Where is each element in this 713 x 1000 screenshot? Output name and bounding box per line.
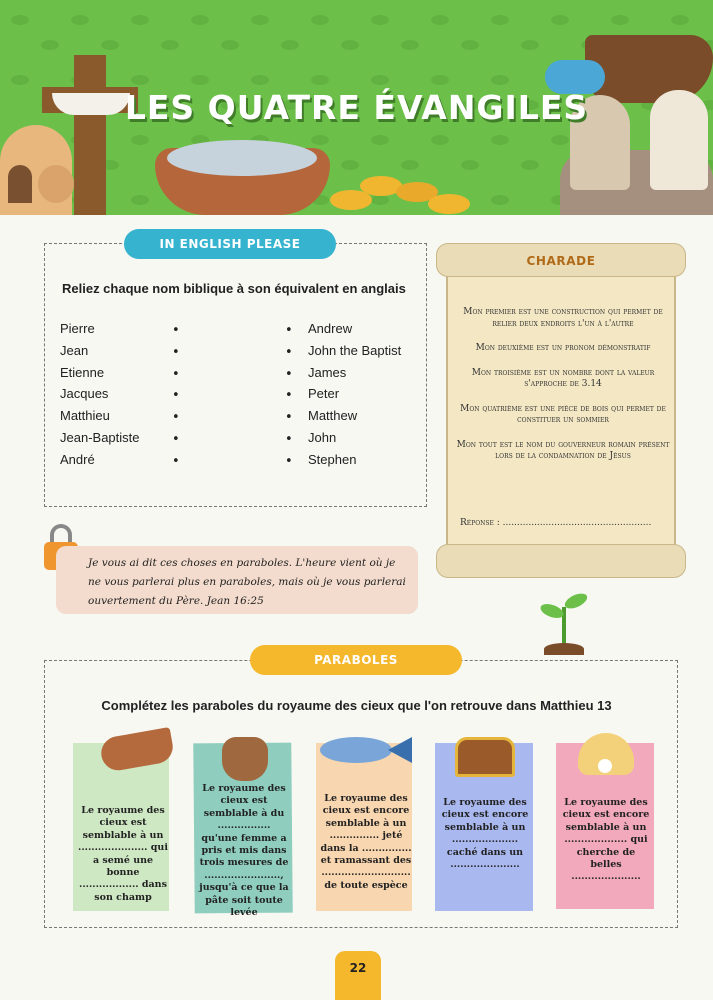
connect-dot[interactable]: • (172, 453, 180, 469)
french-name: Jacques (60, 386, 109, 402)
paraboles-instruction: Complétez les paraboles du royaume des cieux que l'on retrouve dans Matthieu 13 (101, 698, 612, 713)
right-dots (285, 320, 293, 473)
page-number (335, 951, 381, 1000)
scroll-top (436, 243, 686, 277)
connect-dot[interactable]: • (172, 366, 180, 382)
parable-card (194, 743, 294, 919)
parable-text[interactable]: Le royaume des cieux est encore semblable à un ............... jeté dans la ............... et ramassant des ........................... de toute espèce (320, 793, 412, 891)
connect-dot[interactable]: • (172, 431, 180, 447)
charade-text (454, 307, 672, 476)
english-name: Stephen (308, 451, 357, 467)
header-banner (0, 0, 713, 215)
cross-icon (42, 55, 138, 215)
connect-dot[interactable]: • (285, 344, 293, 360)
parable-text[interactable]: Le royaume des cieux est semblable à du ................ qu'une femme a pris et mis dans trois mesures de ......................., jusqu'à ce que la pâte soit toute levée (199, 783, 289, 919)
parable-card (556, 743, 656, 909)
charade-line: Mon quatrième est une pièce de bois qui permet de constituer un sommier (460, 403, 666, 425)
connect-dot[interactable]: • (172, 344, 180, 360)
french-name: Matthieu (60, 408, 110, 424)
parable-text[interactable]: Le royaume des cieux est encore semblable à un .................... caché dans un ..................... (441, 797, 529, 871)
page-number-text: 22 (349, 961, 367, 975)
french-name: Etienne (60, 364, 105, 380)
page-title: LES QUATRE ÉVANGILES (124, 88, 589, 127)
treasure-chest-icon (455, 737, 515, 777)
charade-scroll (436, 243, 686, 578)
fish-basket-icon (155, 140, 330, 215)
bible-quote: Je vous ai dit ces choses en paraboles. L'heure vient où je ne vous parlerai plus en paraboles, mais où je vous parlerai ouvertement du Père. Jean 16:25 (56, 546, 418, 614)
english-name: Andrew (308, 321, 353, 336)
connect-dot[interactable]: • (172, 388, 180, 404)
left-dots (172, 320, 180, 473)
parable-card (435, 743, 535, 911)
connect-dot[interactable]: • (172, 323, 180, 338)
charade-line: Mon tout est le nom du gouverneur romain présent lors de la condamnation de Jésus (456, 439, 670, 461)
charade-line: Mon deuxième est un pronom démonstratif (475, 343, 651, 353)
connect-dot[interactable]: • (285, 366, 293, 382)
parable-text[interactable]: Le royaume des cieux est encore semblable à un ................... qui cherche de belles ..................... (562, 797, 650, 883)
fish-icon (320, 737, 416, 763)
charade-line: Mon troisième est un nombre dont la valeur s'approche de 3.14 (471, 367, 655, 389)
english-name: Peter (308, 386, 340, 402)
english-instruction: Reliez chaque nom biblique à son équivalent en anglais (62, 281, 406, 296)
english-name: Matthew (308, 408, 358, 424)
connect-dot[interactable]: • (172, 410, 180, 426)
english-names-list (308, 318, 401, 471)
coins-icon (330, 172, 480, 215)
sprout-icon (538, 593, 590, 659)
parable-text[interactable]: Le royaume des cieux est semblable à un ..................... qui a semé une bonne .................. dans son champ (78, 805, 168, 903)
connect-dot[interactable]: • (285, 410, 293, 426)
parable-card (73, 743, 173, 911)
french-name: Jean-Baptiste (60, 429, 140, 445)
paraboles-label: PARABOLES (250, 645, 462, 675)
scroll-bottom (436, 544, 686, 578)
french-name: Pierre (60, 321, 95, 336)
english-name: John (308, 429, 337, 445)
charade-line: Mon premier est une construction qui permet de relier deux endroits l'un à l'autre (463, 307, 663, 329)
flour-sack-icon (222, 737, 268, 781)
connect-dot[interactable]: • (285, 388, 293, 404)
english-name: James (308, 364, 347, 380)
french-name: André (60, 451, 95, 467)
charade-label: CHARADE (526, 254, 596, 268)
english-name: John the Baptist (308, 342, 402, 358)
french-names-list (60, 318, 140, 471)
charade-answer[interactable]: Réponse : .................................................... (460, 518, 652, 528)
french-name: Jean (60, 342, 89, 358)
connect-dot[interactable]: • (285, 453, 293, 469)
connect-dot[interactable]: • (285, 323, 293, 338)
connect-dot[interactable]: • (285, 431, 293, 447)
english-label: IN ENGLISH PLEASE (124, 229, 336, 259)
parable-card (316, 743, 416, 911)
